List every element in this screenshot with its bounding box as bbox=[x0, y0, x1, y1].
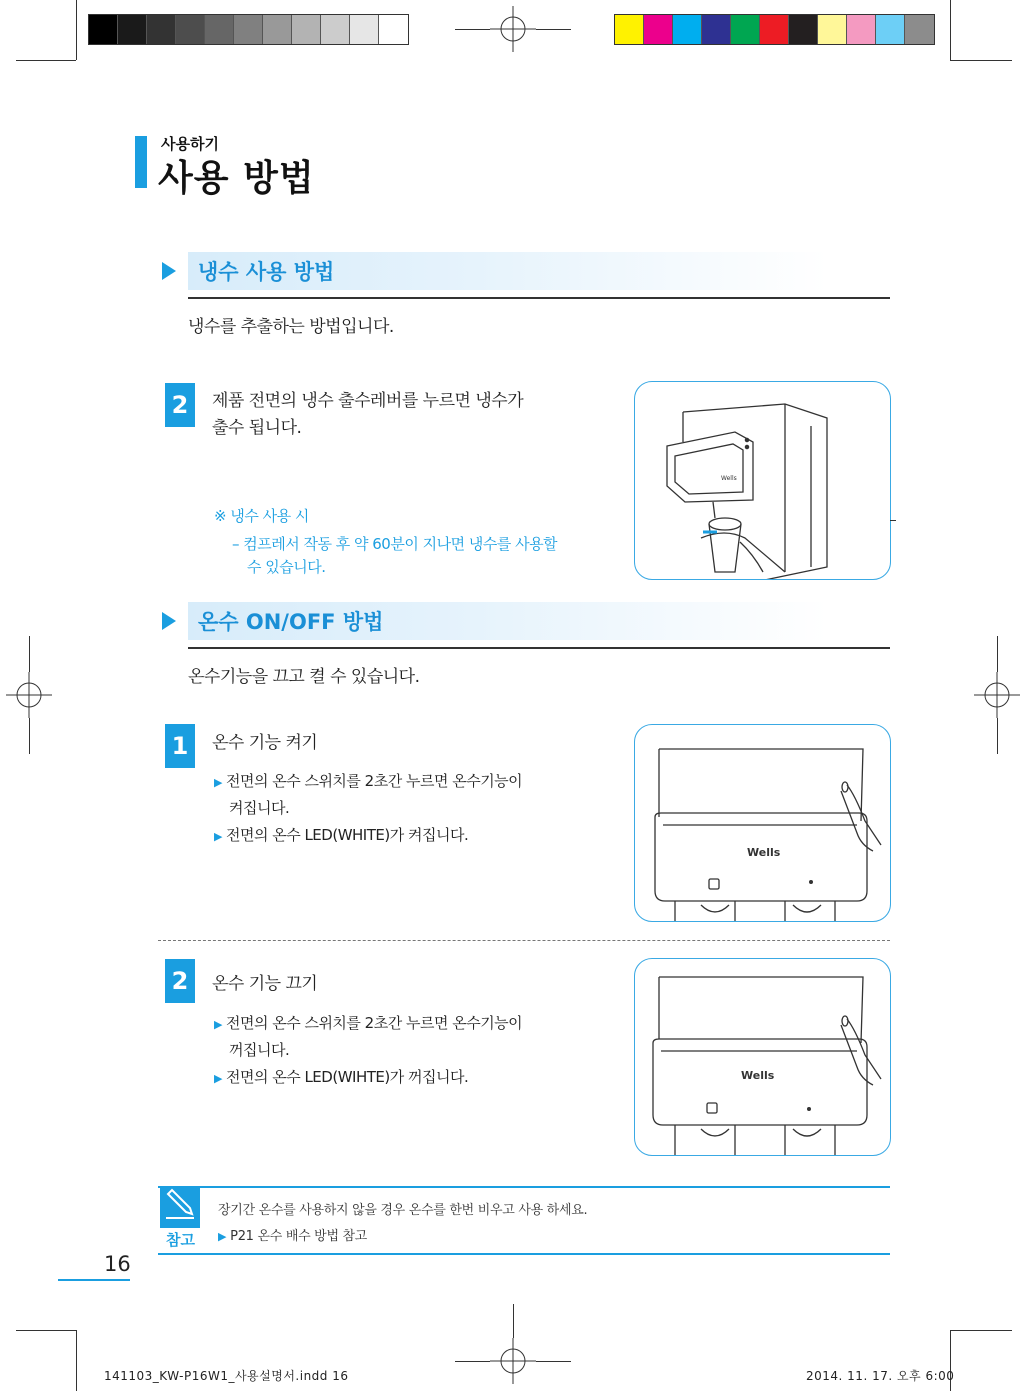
illustration-brand-label: Wells bbox=[741, 1069, 775, 1082]
reference-rule-bottom bbox=[158, 1253, 890, 1255]
note-line2: 수 있습니다. bbox=[247, 558, 326, 576]
cmyk-swatch bbox=[673, 15, 702, 44]
registration-mark-right bbox=[974, 672, 1020, 718]
cmyk-swatch bbox=[847, 15, 876, 44]
cmyk-swatch bbox=[615, 15, 644, 44]
bullet-triangle-icon: ▶ bbox=[214, 1018, 222, 1031]
registration-mark-left bbox=[6, 672, 52, 718]
step-divider bbox=[158, 940, 890, 941]
hot-on-illustration bbox=[634, 724, 891, 922]
reference-label: 참고 bbox=[166, 1231, 195, 1249]
step-badge: 1 bbox=[165, 724, 195, 768]
bullet-triangle-icon: ▶ bbox=[214, 1072, 222, 1085]
cmyk-swatch bbox=[905, 15, 934, 44]
section-rule bbox=[188, 297, 890, 299]
bullet-on-1-cont: 켜집니다. bbox=[229, 799, 290, 817]
hot-switch-drawing bbox=[635, 959, 891, 1156]
bullet-triangle-icon: ▶ bbox=[214, 776, 222, 789]
cmyk-swatch bbox=[818, 15, 847, 44]
reference-link-text: P21 온수 배수 방법 참고 bbox=[230, 1229, 368, 1244]
bullet-off-1 bbox=[214, 1010, 522, 1038]
cmyk-swatch bbox=[644, 15, 673, 44]
section-rule bbox=[188, 647, 890, 649]
illustration-brand-label: Wells bbox=[721, 475, 737, 482]
gray-swatch bbox=[379, 15, 408, 44]
gray-swatch bbox=[292, 15, 321, 44]
page-title: 사용 방법 bbox=[158, 158, 315, 199]
bullet-triangle-icon: ▶ bbox=[214, 830, 222, 843]
slug-left: 141103_KW-P16W1_사용설명서.indd 16 bbox=[104, 1369, 349, 1383]
registration-mark-bottom bbox=[490, 1338, 536, 1384]
bullet-text: 전면의 온수 스위치를 2초간 누르면 온수기능이 bbox=[225, 1014, 523, 1032]
gray-swatch bbox=[263, 15, 292, 44]
illustration-brand-label: Wells bbox=[747, 846, 781, 859]
gray-swatch bbox=[321, 15, 350, 44]
gray-swatch bbox=[147, 15, 176, 44]
cmyk-color-bar bbox=[614, 14, 935, 45]
gray-swatch bbox=[118, 15, 147, 44]
header-accent-bar bbox=[135, 136, 147, 188]
bullet-text: 전면의 온수 스위치를 2초간 누르면 온수기능이 bbox=[225, 772, 523, 790]
cmyk-swatch bbox=[702, 15, 731, 44]
hot-off-illustration bbox=[634, 958, 891, 1156]
step-text-line2: 출수 됩니다. bbox=[212, 418, 302, 438]
bullet-off-2 bbox=[214, 1064, 468, 1092]
pencil-note-icon bbox=[160, 1186, 200, 1228]
section-lead-cold: 냉수를 추출하는 방법입니다. bbox=[188, 317, 394, 337]
reference-line2 bbox=[218, 1225, 367, 1244]
gray-swatch bbox=[234, 15, 263, 44]
section-title-hot: 온수 ON/OFF 방법 bbox=[198, 610, 384, 634]
bullet-on-2 bbox=[214, 822, 468, 850]
note-line1: – 컴프레서 작동 후 약 60분이 지나면 냉수를 사용할 bbox=[232, 535, 558, 553]
gray-swatch bbox=[89, 15, 118, 44]
section-title-cold: 냉수 사용 방법 bbox=[198, 260, 335, 284]
cmyk-swatch bbox=[876, 15, 905, 44]
note-heading: ※ 냉수 사용 시 bbox=[214, 507, 309, 525]
step-title-off: 온수 기능 끄기 bbox=[212, 974, 318, 994]
reference-line1: 장기간 온수를 사용하지 않을 경우 온수를 한번 비우고 사용 하세요. bbox=[218, 1203, 588, 1218]
bullet-text: 전면의 온수 LED(WIHTE)가 꺼집니다. bbox=[225, 1068, 469, 1086]
section-arrow-icon bbox=[162, 262, 176, 280]
bullet-on-1 bbox=[214, 768, 522, 796]
page-number-rule bbox=[58, 1279, 130, 1281]
step-title-on: 온수 기능 켜기 bbox=[212, 733, 318, 753]
hot-switch-drawing bbox=[635, 725, 891, 922]
reference-rule-top bbox=[158, 1186, 890, 1188]
page-number: 16 bbox=[104, 1252, 131, 1276]
header-subtitle: 사용하기 bbox=[161, 135, 219, 153]
cmyk-swatch bbox=[731, 15, 760, 44]
registration-mark-top bbox=[490, 6, 536, 52]
cmyk-swatch bbox=[760, 15, 789, 44]
cmyk-swatch bbox=[789, 15, 818, 44]
section-lead-hot: 온수기능을 끄고 켤 수 있습니다. bbox=[188, 667, 420, 687]
step-badge: 2 bbox=[165, 959, 195, 1003]
step-badge: 2 bbox=[165, 383, 195, 427]
bullet-off-1-cont: 꺼집니다. bbox=[229, 1041, 290, 1059]
gray-swatch bbox=[176, 15, 205, 44]
section-arrow-icon bbox=[162, 612, 176, 630]
step-text-line1: 제품 전면의 냉수 출수레버를 누르면 냉수가 bbox=[212, 391, 524, 411]
gray-swatch bbox=[350, 15, 379, 44]
slug-right: 2014. 11. 17. 오후 6:00 bbox=[806, 1369, 955, 1383]
cold-dispense-illustration bbox=[634, 381, 891, 580]
gray-color-bar bbox=[88, 14, 409, 45]
bullet-triangle-icon: ▶ bbox=[218, 1230, 227, 1243]
bullet-text: 전면의 온수 LED(WHITE)가 켜집니다. bbox=[225, 826, 469, 844]
water-purifier-drawing bbox=[635, 382, 891, 580]
gray-swatch bbox=[205, 15, 234, 44]
